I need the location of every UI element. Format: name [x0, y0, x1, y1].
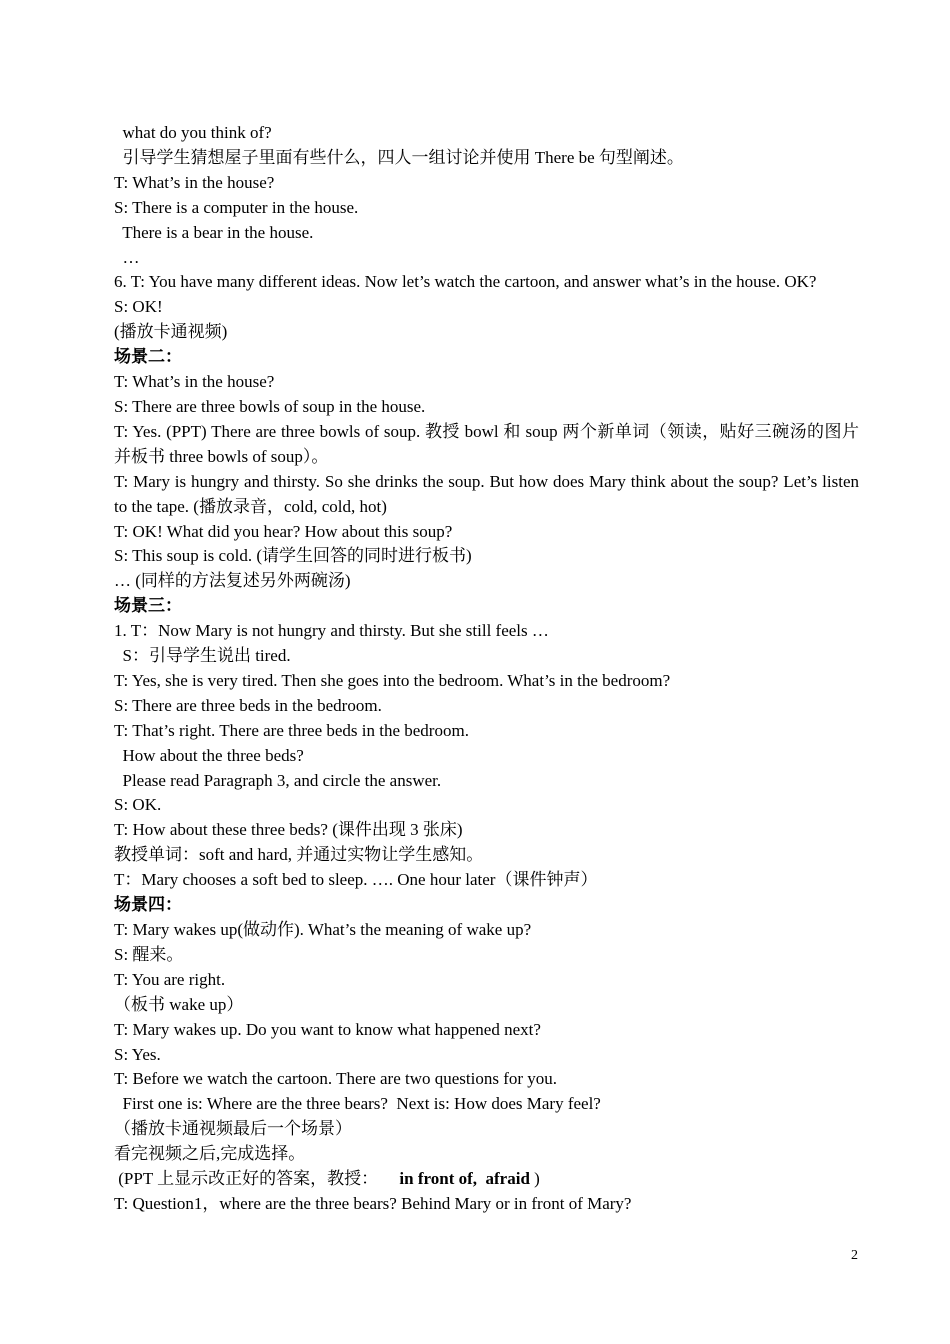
text-line: S：引导学生说出 tired.	[114, 646, 291, 666]
section-heading: 场景二：	[114, 347, 182, 367]
text-line: S: There are three bowls of soup in the house.	[114, 396, 426, 416]
bold-vocabulary: in front of, afraid	[399, 1169, 530, 1189]
text-line: T: That’s right. There are three beds in the bedroom.	[114, 720, 469, 740]
text-line: S: There is a computer in the house.	[114, 197, 359, 217]
text-line: S: OK!	[114, 297, 163, 317]
text-line: S: OK.	[114, 795, 162, 815]
text-line: …	[114, 247, 140, 267]
text-line: S: 醒来。	[114, 944, 184, 964]
text-line: … (同样的方法复述另外两碗汤)	[114, 571, 351, 591]
text-line: T：Mary chooses a soft bed to sleep. …. One hour later（课件钟声）	[114, 870, 598, 890]
document-body	[114, 121, 859, 1217]
text-line: T: You are right.	[114, 969, 226, 989]
section-heading: 场景四：	[114, 895, 182, 915]
text-line: what do you think of?	[114, 123, 272, 142]
section-heading: 场景三：	[114, 596, 182, 616]
text-line: T: Question1，where are the three bears? Behind Mary or in front of Mary?	[114, 1193, 632, 1213]
page-number: 2	[851, 1248, 858, 1263]
text-line: T: Yes, she is very tired. Then she goes into the bedroom. What’s in the bedroom?	[114, 670, 671, 690]
text-line: 教授单词：soft and hard, 并通过实物让学生感知。	[114, 845, 484, 865]
text-line: T: Mary is hungry and thirsty. So she drinks the soup. But how does Mary think about the soup? Let’s listen to the tape. (播放录音，cold, cold, hot)	[114, 471, 859, 516]
text-line: T: What’s in the house?	[114, 172, 275, 192]
text-line: 引导学生猜想屋子里面有些什么，四人一组讨论并使用 There be 句型阐述。	[114, 147, 684, 167]
ppt-line-text: )	[529, 1169, 540, 1189]
text-line: T: OK! What did you hear? How about this soup?	[114, 521, 453, 541]
text-line: T: What’s in the house?	[114, 372, 275, 392]
text-line: S: There are three beds in the bedroom.	[114, 695, 382, 715]
text-line: There is a bear in the house.	[114, 222, 314, 242]
text-line: (播放卡通视频)	[114, 322, 228, 342]
text-line: 6. T: You have many different ideas. Now let’s watch the cartoon, and answer what’s in the house. OK?	[114, 272, 817, 292]
text-line: S: This soup is cold. (请学生回答的同时进行板书)	[114, 546, 472, 566]
text-line: Please read Paragraph 3, and circle the answer.	[114, 770, 442, 790]
text-line: 看完视频之后,完成选择。	[114, 1144, 306, 1164]
text-line: （播放卡通视频最后一个场景）	[114, 1119, 352, 1139]
text-line: S: Yes.	[114, 1044, 161, 1064]
text-line: （板书 wake up）	[114, 994, 244, 1014]
text-line: 1. T：Now Mary is not hungry and thirsty. But she still feels …	[114, 621, 549, 641]
ppt-answer-line	[114, 1167, 859, 1192]
text-line: T: Mary wakes up(做动作). What’s the meaning of wake up?	[114, 920, 532, 939]
ppt-line-text: (PPT 上显示改正好的答案，教授：	[114, 1169, 400, 1189]
text-line: T: Mary wakes up. Do you want to know what happened next?	[114, 1019, 541, 1039]
text-line: How about the three beds?	[114, 745, 304, 765]
text-line: T: Yes. (PPT) There are three bowls of soup. 教授 bowl 和 soup 两个新单词（领读，贴好三碗汤的图片并板书 three bowls of soup）。	[114, 421, 859, 466]
text-line: T: Before we watch the cartoon. There are two questions for you.	[114, 1069, 558, 1089]
text-line: T: How about these three beds? (课件出现 3 张床)	[114, 820, 463, 840]
text-line: First one is: Where are the three bears? Next is: How does Mary feel?	[114, 1094, 601, 1114]
